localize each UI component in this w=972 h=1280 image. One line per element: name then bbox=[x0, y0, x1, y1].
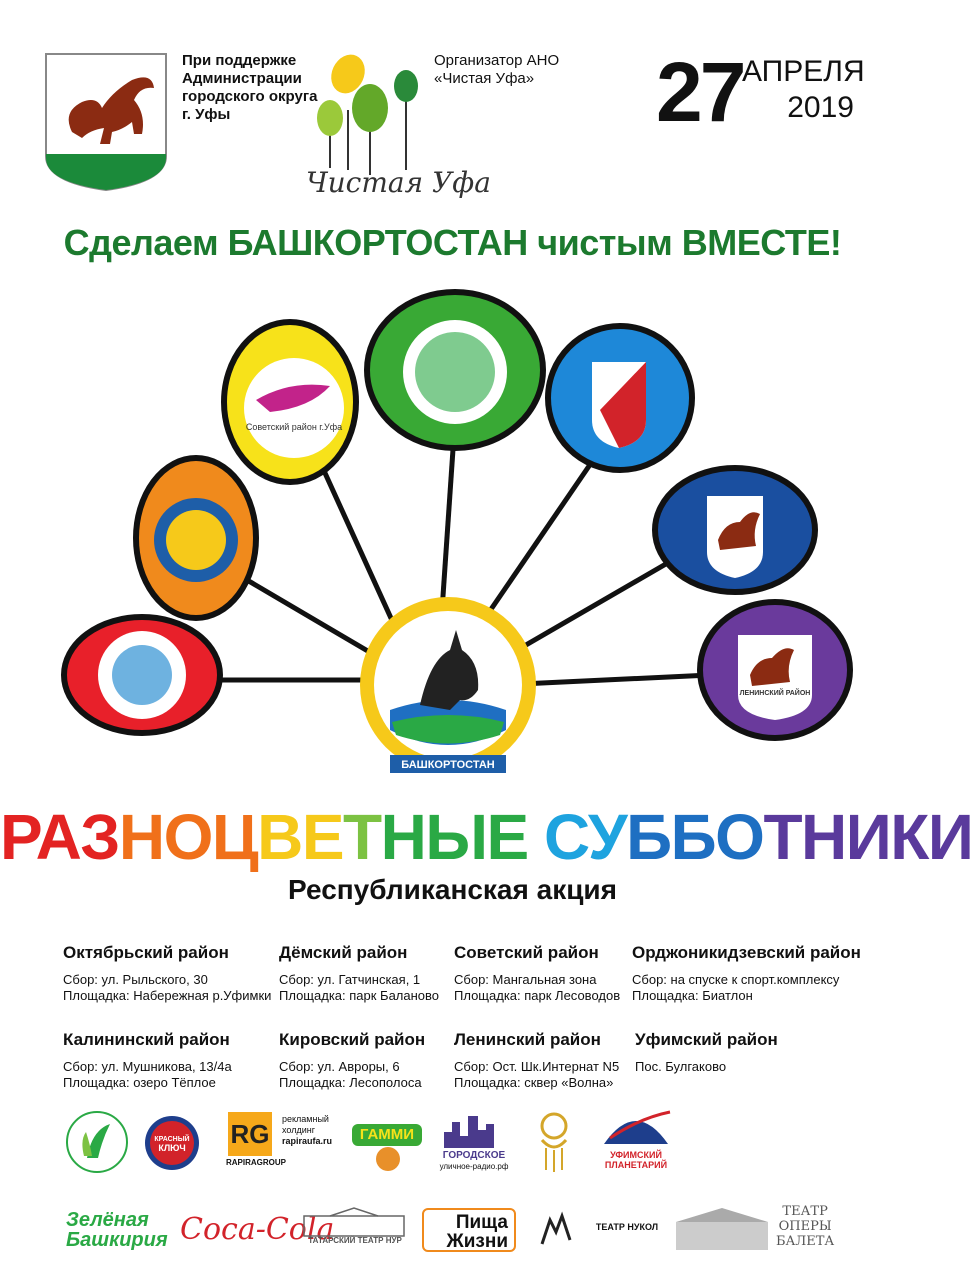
district-assembly: Сбор: ул. Авроры, 6 bbox=[279, 1059, 400, 1074]
district-venue: Площадка: сквер «Волна» bbox=[454, 1075, 614, 1090]
coca-cola-logo: Coca-Cola bbox=[180, 1212, 335, 1247]
gammi-mascot-icon bbox=[368, 1146, 408, 1172]
district-venue: Площадка: озеро Тёплое bbox=[63, 1075, 216, 1090]
title-letter: О bbox=[163, 801, 212, 873]
organizer-text: Организатор АНО «Чистая Уфа» bbox=[434, 52, 560, 87]
node-leninsky bbox=[700, 602, 850, 738]
svg-text:КРАСНЫЙ: КРАСНЫЙ bbox=[154, 1136, 190, 1143]
district-name: Дёмский район bbox=[279, 943, 408, 962]
ufa-coat-of-arms-logo bbox=[42, 52, 170, 192]
city-radio-url: уличное-радио.рф bbox=[439, 1162, 509, 1171]
slogan: Сделаем БАШКОРТОСТАН чистым ВМЕСТЕ! bbox=[63, 222, 842, 263]
districts-diagram bbox=[0, 290, 905, 800]
date-year: 2019 bbox=[787, 91, 854, 124]
title-letter: О bbox=[715, 801, 764, 873]
district-block bbox=[63, 1030, 278, 1091]
node-kalininsky bbox=[548, 326, 692, 470]
district-venue: Площадка: Лесополоса bbox=[279, 1075, 422, 1090]
district-block bbox=[63, 943, 278, 1004]
district-assembly: Сбор: ул. Мушникова, 13/4а bbox=[63, 1059, 232, 1074]
district-assembly: Сбор: ул. Рыльского, 30 bbox=[63, 972, 208, 987]
puppet-hands-icon bbox=[536, 1210, 576, 1250]
date-day: 27 bbox=[656, 45, 744, 139]
district-venue: Площадка: парк Баланово bbox=[279, 988, 440, 1003]
subtitle: Республиканская акция bbox=[288, 874, 617, 905]
opera-theatre-label: ТЕАТР ОПЕРЫ БАЛЕТА bbox=[776, 1204, 835, 1249]
clean-ufa-logo-text: Чистая Уфа bbox=[306, 166, 491, 199]
title-letter: Е bbox=[301, 801, 344, 873]
tatar-theatre-label: ТАТАРСКИЙ ТЕАТР НУР bbox=[308, 1236, 402, 1245]
title-letter: В bbox=[257, 801, 302, 873]
title-letter: Е bbox=[486, 801, 528, 873]
title-letter: К bbox=[890, 801, 928, 873]
title-letter: Н bbox=[801, 801, 846, 873]
title-letter: С bbox=[543, 801, 588, 873]
district-assembly: Сбор: ул. Гатчинская, 1 bbox=[279, 972, 421, 987]
title-letter: З bbox=[80, 801, 119, 873]
rapira-text: рекламный холдинг rapiraufa.ru bbox=[282, 1114, 333, 1146]
district-assembly: Пос. Булгаково bbox=[635, 1059, 727, 1074]
title-letter: Б bbox=[626, 801, 671, 873]
node-oktyabrsky bbox=[64, 617, 220, 733]
city-radio-logo bbox=[440, 1112, 506, 1150]
district-name: Советский район bbox=[454, 943, 599, 962]
district-assembly: Сбор: Ост. Шк.Интернат N5 bbox=[454, 1059, 620, 1074]
opera-building-icon bbox=[672, 1206, 772, 1254]
main-title bbox=[0, 800, 972, 874]
ministry-nature-logo bbox=[62, 1110, 132, 1174]
title-letter: А bbox=[35, 801, 81, 873]
district-venue: Площадка: Набережная р.Уфимки bbox=[63, 988, 272, 1003]
bashkortostan-emblem bbox=[360, 597, 536, 773]
title-letter: Р bbox=[0, 801, 36, 873]
title-letter: У bbox=[587, 801, 627, 873]
red-key-logo bbox=[143, 1114, 201, 1172]
support-text: При поддержке Администрации городского округа г. Уфы bbox=[182, 52, 318, 123]
connector-line bbox=[500, 550, 690, 660]
title-letter: Ц bbox=[211, 801, 258, 873]
rapira-group-logo: RG bbox=[228, 1112, 272, 1156]
node-demsky bbox=[136, 458, 256, 618]
district-assembly: Сбор: Мангальная зона bbox=[454, 972, 597, 987]
planetarium-logo bbox=[600, 1108, 672, 1148]
node-ordzhonikidzevsky bbox=[655, 468, 815, 592]
district-name: Калининский район bbox=[63, 1030, 230, 1049]
title-letter: Н bbox=[118, 801, 164, 873]
node-sovetsky bbox=[224, 322, 356, 482]
date-month: АПРЕЛЯ bbox=[742, 55, 865, 88]
ornament-logo bbox=[534, 1110, 574, 1174]
title-letter: И bbox=[927, 801, 972, 873]
pishcha-zhizni-logo: Пища Жизни bbox=[422, 1208, 516, 1252]
title-letter: Т bbox=[763, 801, 802, 873]
svg-text:БАШКОРТОСТАН: БАШКОРТОСТАН bbox=[401, 759, 495, 771]
svg-text:КЛЮЧ: КЛЮЧ bbox=[158, 1143, 186, 1153]
district-name: Октябрьский район bbox=[63, 943, 229, 962]
node-kirovsky bbox=[367, 292, 543, 448]
title-letter: Ы bbox=[425, 801, 487, 873]
district-venue: Площадка: Биатлон bbox=[632, 988, 753, 1003]
rapira-group-label: RAPIRAGROUP bbox=[226, 1158, 287, 1167]
nukol-theatre-label: ТЕАТР НУКОЛ bbox=[595, 1222, 659, 1232]
planetarium-label: УФИМСКИЙ ПЛАНЕТАРИЙ bbox=[604, 1150, 668, 1170]
title-letter: Т bbox=[343, 801, 381, 873]
gammi-park-logo: ГАММИ bbox=[352, 1124, 422, 1146]
district-name: Орджоникидзевский район bbox=[632, 943, 861, 962]
title-letter: Н bbox=[380, 801, 426, 873]
zelenaya-bashkiria-logo: Зелёная Башкирия bbox=[66, 1209, 168, 1251]
title-letter: И bbox=[845, 801, 891, 873]
city-radio-label: ГОРОДСКОЕ bbox=[442, 1150, 506, 1161]
district-venue: Площадка: парк Лесоводов bbox=[454, 988, 621, 1003]
svg-text:Советский район г.Уфа: Советский район г.Уфа bbox=[245, 422, 343, 432]
district-assembly: Сбор: на спуске к спорт.комплексу bbox=[632, 972, 840, 987]
title-letter: Б bbox=[670, 801, 716, 873]
title-letter bbox=[528, 801, 544, 873]
district-name: Ленинский район bbox=[454, 1030, 601, 1049]
district-name: Уфимский район bbox=[635, 1030, 778, 1049]
district-name: Кировский район bbox=[279, 1030, 426, 1049]
district-block bbox=[632, 943, 861, 1004]
svg-text:ЛЕНИНСКИЙ РАЙОН: ЛЕНИНСКИЙ РАЙОН bbox=[739, 690, 811, 697]
district-block bbox=[635, 1030, 850, 1075]
